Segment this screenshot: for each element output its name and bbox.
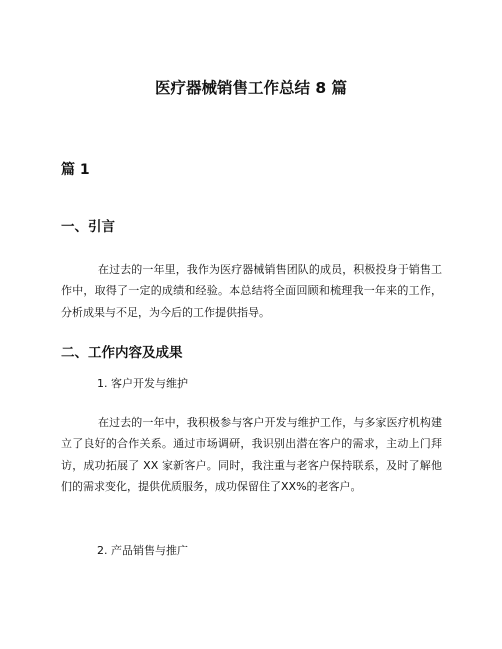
part-heading: 篇 1 <box>61 162 90 178</box>
customer-development-paragraph: 在过去的一年中，我积极参与客户开发与维护工作，与多家医疗机构建立了良好的合作关系。通过市场调研，我识别出潜在客户的需求，主动上门拜访，成功拓展了 XX 家新客户。同时，我注重与老客户保持联系，及时了解他们的需求变化，提供优质服务，成功保留住了XX%的老客户。 <box>61 416 442 494</box>
section-heading-introduction: 一、引言 <box>61 219 115 235</box>
section-heading-work-content: 二、工作内容及成果 <box>61 345 183 361</box>
subsection-label-product-sales: 2. 产品销售与推广 <box>97 544 188 557</box>
introduction-paragraph: 在过去的一年里，我作为医疗器械销售团队的成员，积极投身于销售工作中，取得了一定的成绩和经验。本总结将全面回顾和梳理我一年来的工作，分析成果与不足，为今后的工作提供指导。 <box>61 263 442 319</box>
document-title: 医疗器械销售工作总结 8 篇 <box>154 79 348 97</box>
subsection-label-customer-development: 1. 客户开发与维护 <box>97 377 188 390</box>
